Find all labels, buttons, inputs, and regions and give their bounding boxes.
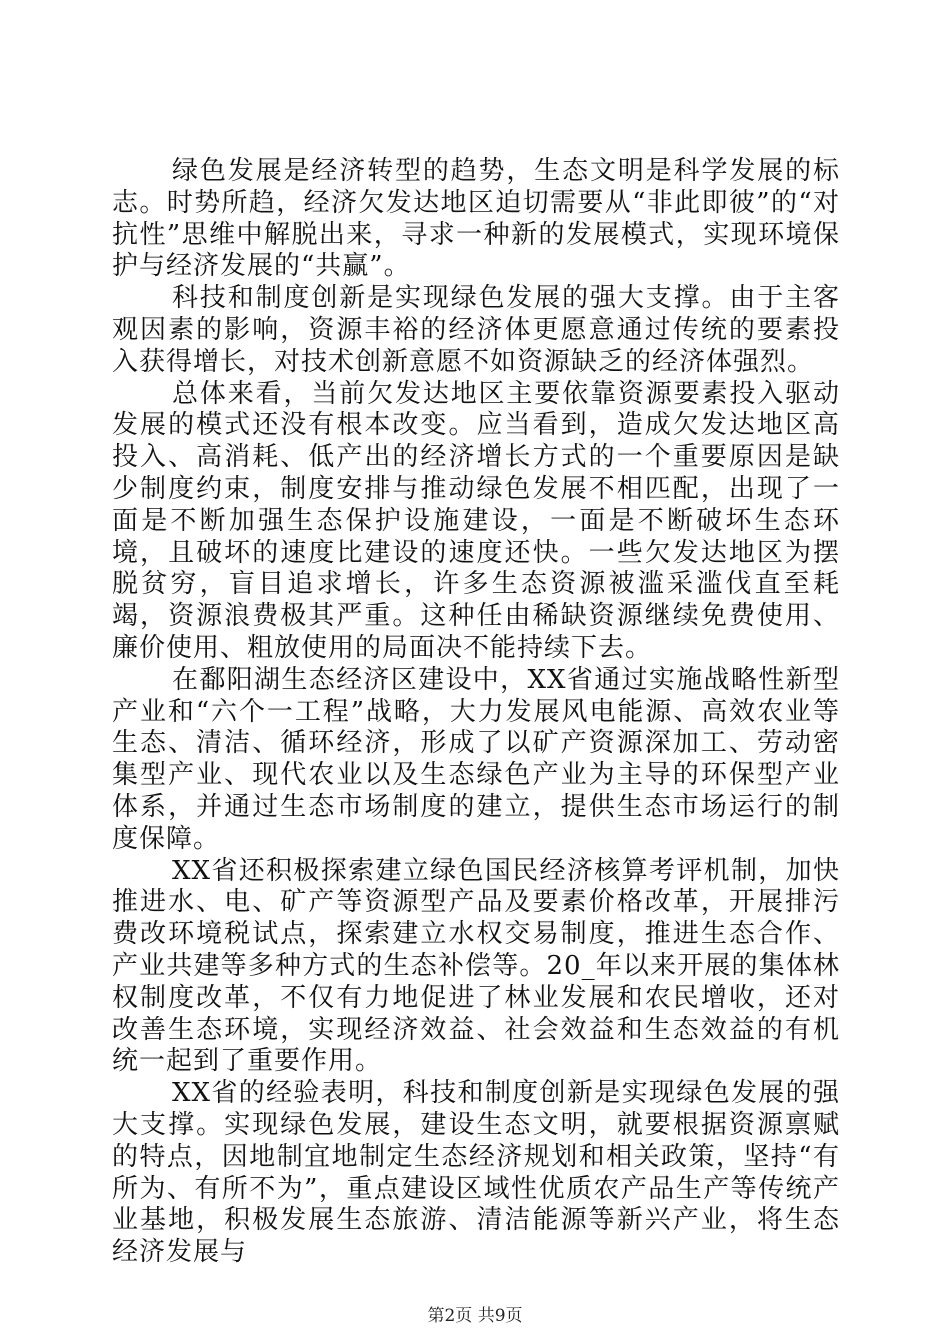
paragraph: 绿色发展是经济转型的趋势，生态文明是科学发展的标志。时势所趋，经济欠发达地区迫切需要从“非此即彼”的“对抗性”思维中解脱出来，寻求一种新的发展模式，实现环境保护与经济发展的“共赢”。 bbox=[112, 156, 840, 282]
paragraph: XX省的经验表明，科技和制度创新是实现绿色发展的强大支撑。实现绿色发展，建设生态文明，就要根据资源禀赋的特点，因地制宜地制定生态经济规划和相关政策，坚持“有所为、有所不为”，重点建设区域性优质农产品生产等传统产业基地，积极发展生态旅游、清洁能源等新兴产业，将生态经济发展与 bbox=[112, 1078, 840, 1268]
paragraph: 总体来看，当前欠发达地区主要依靠资源要素投入驱动发展的模式还没有根本改变。应当看到，造成欠发达地区高投入、高消耗、低产出的经济增长方式的一个重要原因是缺少制度约束，制度安排与推动绿色发展不相匹配，出现了一面是不断加强生态保护设施建设，一面是不断破坏生态环境，且破坏的速度比建设的速度还快。一些欠发达地区为摆脱贫穷，盲目追求增长，许多生态资源被滥采滥伐直至耗竭，资源浪费极其严重。这种任由稀缺资源继续免费使用、廉价使用、粗放使用的局面决不能持续下去。 bbox=[112, 378, 840, 663]
paragraph: XX省还积极探索建立绿色国民经济核算考评机制，加快推进水、电、矿产等资源型产品及要素价格改革，开展排污费改环境税试点，探索建立水权交易制度，推进生态合作、产业共建等多种方式的生态补偿等。20_年以来开展的集体林权制度改革，不仅有力地促进了林业发展和农民增收，还对改善生态环境，实现经济效益、社会效益和生态效益的有机统一起到了重要作用。 bbox=[112, 855, 840, 1077]
page-footer: 第2页 共9页 bbox=[427, 1306, 523, 1326]
document-body bbox=[112, 156, 840, 1269]
paragraph: 在鄱阳湖生态经济区建设中，XX省通过实施战略性新型产业和“六个一工程”战略，大力发展风电能源、高效农业等生态、清洁、循环经济，形成了以矿产资源深加工、劳动密集型产业、现代农业以及生态绿色产业为主导的环保型产业体系，并通过生态市场制度的建立，提供生态市场运行的制度保障。 bbox=[112, 664, 840, 854]
paragraph: 科技和制度创新是实现绿色发展的强大支撑。由于主客观因素的影响，资源丰裕的经济体更愿意通过传统的要素投入获得增长，对技术创新意愿不如资源缺乏的经济体强烈。 bbox=[112, 283, 840, 377]
